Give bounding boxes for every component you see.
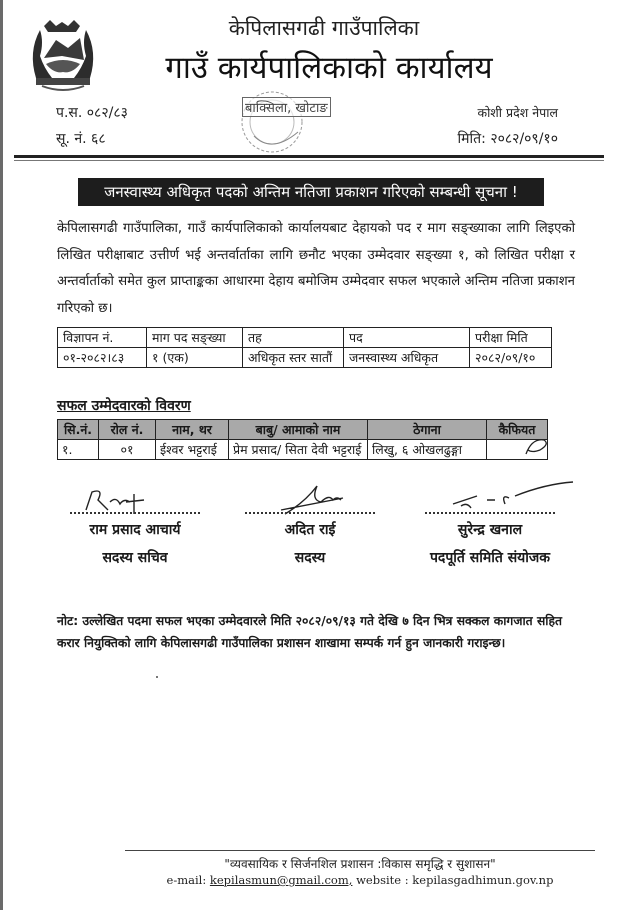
signature-mark-icon — [225, 480, 395, 518]
successful-candidates-heading: सफल उम्मेदवारको विवरण — [57, 398, 191, 414]
cell-parents: प्रेम प्रसाद/ सिता देवी भट्टराई — [229, 440, 368, 460]
signature-mark-icon — [405, 480, 575, 518]
signatory-role: सदस्य सचिव — [102, 550, 168, 566]
footer-contacts — [125, 873, 595, 887]
table-row — [58, 440, 548, 460]
address-date-block — [458, 100, 558, 152]
header-cell-exam-date: परीक्षा मिति — [470, 328, 552, 348]
signature-mark-icon — [50, 480, 220, 518]
municipality-name: केपिलासगढी गाउँपालिका — [228, 16, 420, 40]
header-cell-roll: रोल नं. — [99, 420, 156, 440]
table-header-row — [58, 328, 552, 348]
province-country: कोशी प्रदेश नेपाल — [477, 105, 558, 120]
website-label: website : — [356, 873, 409, 887]
cell-name: ईश्वर भट्टराई — [156, 440, 229, 460]
signatory-committee-coordinator — [405, 480, 575, 570]
scan-speck — [156, 676, 158, 678]
header-cell-name: नाम, थर — [156, 420, 229, 440]
header-cell-remarks: कैफियत — [487, 420, 548, 440]
dispatch-number: सू. नं. ६८ — [56, 131, 106, 147]
signatory-member-secretary — [50, 480, 220, 570]
header-divider-thin — [14, 160, 604, 161]
vacancy-table — [57, 327, 552, 368]
cell-exam-date: २०८२/०९/१० — [470, 348, 552, 368]
footer-divider — [125, 850, 595, 851]
table-row — [58, 348, 552, 368]
remarks-initial-mark — [522, 436, 552, 460]
office-stamp-icon — [232, 84, 342, 164]
email-label: e-mail: — [166, 873, 207, 887]
office-location: बाक्सिला, खोटाङ — [242, 97, 331, 117]
office-name: गाउँ कार्यपालिकाको कार्यालय — [165, 50, 493, 86]
reference-block — [56, 100, 128, 152]
header-divider — [14, 155, 604, 158]
signatory-role: सदस्य — [294, 550, 326, 566]
notice-title: जनस्वास्थ्य अधिकृत पदको अन्तिम नतिजा प्रकाशन गरिएको सम्बन्धी सूचना ! — [78, 178, 544, 206]
header-cell-post: पद — [344, 328, 470, 348]
signatory-name: सुरेन्द्र खनाल — [457, 522, 523, 538]
signatory-member — [225, 480, 395, 570]
candidates-table — [57, 419, 548, 460]
cell-address: लिखु, ६ ओखलढुङ्गा — [368, 440, 487, 460]
signatory-name: राम प्रसाद आचार्य — [89, 522, 181, 538]
email-link[interactable]: kepilasmun@gmail.com, — [209, 873, 353, 887]
header-cell-level: तह — [243, 328, 344, 348]
cell-roll: ०१ — [99, 440, 156, 460]
letter-date: मिति: २०८२/०९/१० — [457, 131, 558, 147]
notice-body: केपिलासगढी गाउँपालिका, गाउँ कार्यपालिकाको कार्यालयबाट देहायको पद र माग सङ्ख्याका लागि लिइएको लिखित परीक्षाबाट उत्तीर्ण भई अन्तर्वार्ताका लागि छनौट भएका उम्मेदवार सङ्ख्या १, को लिखित परीक्षा र अन्तर्वार्ताको समेत कुल प्राप्ताङ्कका आधारमा देहाय बमोजिम उम्मेदवार सफल भएकाले अन्तिम नतिजा प्रकाशन गरिएको छ। — [57, 221, 575, 316]
website-link[interactable]: kepilasgadhimun.gov.np — [412, 873, 554, 887]
cell-post: जनस्वास्थ्य अधिकृत — [344, 348, 470, 368]
signatory-role: पदपूर्ति समिति संयोजक — [429, 550, 551, 566]
fiscal-year-ref: प.स. ०८२/८३ — [56, 105, 128, 121]
scan-edge — [0, 0, 3, 910]
cell-sn: १. — [58, 440, 99, 460]
header-cell-parents: बाबु/ आमाको नाम — [229, 420, 368, 440]
header-cell-address: ठेगाना — [368, 420, 487, 440]
cell-positions: १ (एक) — [147, 348, 243, 368]
footer-motto: "व्यवसायिक र सिर्जनशिल प्रशासन :विकास समृद्धि र सुशासन" — [224, 857, 496, 871]
header-cell-positions: माग पद सङ्ख्या — [147, 328, 243, 348]
notice-footnote: नोट: उल्लेखित पदमा सफल भएका उम्मेदवारले मिति २०८२/०९/१३ गते देखि ७ दिन भित्र सक्कल कागजात सहित करार नियुक्तिको लागि केपिलासगढी गाउँपालिका प्रशासन शाखामा सम्पर्क गर्न हुन जानकारी गराइन्छ। — [57, 614, 562, 650]
cell-ad-no: ०१-२०८२।८३ — [58, 348, 147, 368]
cell-level: अधिकृत स्तर सातौं — [243, 348, 344, 368]
header-cell-sn: सि.नं. — [58, 420, 99, 440]
signatory-name: अदित राई — [284, 522, 336, 538]
table-header-row — [58, 420, 548, 440]
header-cell-ad-no: विज्ञापन नं. — [58, 328, 147, 348]
